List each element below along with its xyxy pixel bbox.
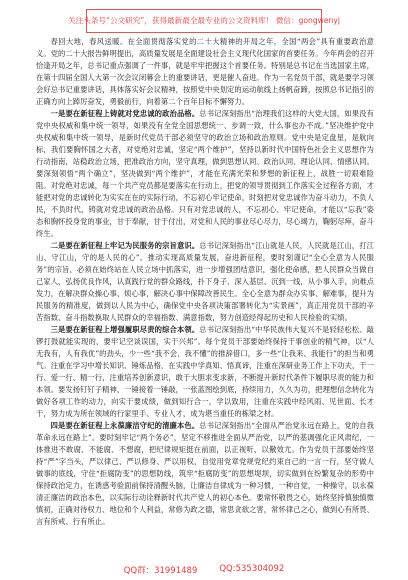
paragraph-1 — [36, 36, 374, 108]
qq-contact-text: QQ:535304092 — [219, 564, 285, 574]
paragraph-4-heading: 三是要在新征程上增强履职尽责的综合本领。 — [50, 325, 200, 334]
paragraph-5-heading: 四是要在新征程上永葆廉洁守纪的清廉本色。 — [50, 421, 200, 430]
contact-footer — [0, 564, 408, 578]
promo-banner — [68, 9, 340, 33]
paragraph-4 — [36, 324, 374, 420]
paragraph-3 — [36, 240, 374, 324]
paragraph-2 — [36, 108, 374, 240]
article-body — [36, 36, 374, 562]
paragraph-2-text: 总书记深刻指出“治理我们这样的大党大国，如果没有党中央权威和集中统一领导，如果没有全党全国思想统一、步调一致，什么事也办不成。”坚决维护党中央权威和集中统一领导，是新时代党员干部必须坚守的政治立场和政治原则。党中央是定盘星，是航向标，我们要胸怀国之大者，对党绝对忠诚，坚定“两个维护”，坚持以新时代中国特色社会主义思想作为行动指南，站稳政治立场，把准政治方向，坚守真理，做到思想认同、政治认同、理论认同、情感认同。要深刻领悟“两个确立”，坚决做到“两个维护”，才能在充满光荣和梦想的新征程上，战胜一切艰难险阻。对党绝对忠诚，每一个共产党员都是要落实在行动上，把党的领导贯彻到工作落实全过程各方面，才能把对党的忠诚转化为实实在在的实际行动，不忘初心牢记使命，时刻把对党忠诚作为奋斗动力，不负人民，不负时代，铸就对党忠诚的政治品格。只有对党忠诚的人，不忘初心、牢记使命，才能以“忘我”姿态和胸怀投身党的事业，甘于奉献，甘于付出，对党和人民的事业尽心尽力，尽心竭力，鞠躬尽瘁，奋斗终生。 — [36, 109, 374, 238]
paragraph-3-heading: 二是要在新征程上牢记为民服务的宗旨意识。 — [50, 241, 200, 250]
paragraph-2-heading: 一是要在新征程上铸就对党忠诚的政治品格。 — [50, 109, 200, 118]
paragraph-5 — [36, 420, 374, 528]
promo-banner-text: 关注头条号“公文研究”，获得最新最全最专业的公文资料库！ 微信：gongwenyj — [68, 16, 340, 26]
paragraph-1-text: 春回大地，春风送暖。在全面贯彻落实党的二十大精神的开局之年，全国“两会”具有重要政治意义。党的二十大报告鲜明提出，高质量发展是全面建设社会主义现代化国家的首要任务。今年两会的召开恰逢开局之年，总书记重点强调了一件事，就是牢牢把握这个首要任务。特别是总书记在当选国家主席，在第十四届全国人大第一次会议闭幕会上的重要讲话，更是催人奋进。作为一名党员干部，就是要学习领会好总书记重要讲话，具体落实好会议精神，按照党中央划定的运动航线上扬帆奋蹄，按照总书记指引的正确方向上踔厉奋发，勇毅前行，向着第二个百年目标不懈努力。 — [36, 37, 374, 106]
paragraph-3-text: 总书记深刻指出“江山就是人民，人民就是江山，打江山、守江山，守的是人民的心”。推动实现高质量发展，奋进新征程，要时刻谨记“全心全意为人民服务”的宗旨，必须在始终站在人民立场中抓落实，进一步增强团结意识，强化使命感，把人民群众当做自己家人，弘扬优良作风，认真践行党的群众路线，扑下身子、深入基层、沉到一线，从小事入手，向难点发力，在解决群众操心事、烦心事，解决心事中保障改善民生。全心全意为群众办实事、解难事，提升为民服务的精准度，做到以人民为中心，确保党中央各项决策部署转化为“实景画”，真正用党员干部的辛苦指数、奋斗指数换取人民群众的幸福指数、满意指数，努力创造经得起历史和人民检验的实绩。 — [36, 241, 374, 322]
paragraph-4-text: 总书记深刻指出“中华民族伟大复兴不是轻轻松松、敲锣打鼓就能实现的，要牢记空谈误国，实干兴邦”。每个党员干部要始终保持干事创业的精气神，以“人无我有，人有我优”的劲头，少一些“我不会、我不懂”的推辞借口，多一些“让我来、我能行”的担当和勇气。注重在学习中增长知识、锤炼品格，在实践中学真知、悟真谛，注重在深研业务工作上下功夫，干一行、爱一行、精一行，注重培养创新意识，敢于大胆求变求新，不断提升新时代条件下履职尽责的能力和本领。要发扬钉钉子精神，一锤接着一锤敲，一张蓝图绘到底，持续用力，久久为功，把理想信念转化为做好各项工作的动力，向实干要成绩，做到知行合一，学以致用，注重在实践中经风雨、见世面、长才干，努力成为所在领域的行家里手、专业人才，成为堪当重任的栋梁之材。 — [36, 325, 374, 418]
qq-group-text: QQ群：31991489 — [123, 566, 198, 576]
paragraph-5-text: 总书记深刻指出“全面从严治党永远在路上，党的自我革命永远在路上”。要时刻牢记“两个务必”，坚定不移推进全面从严治党，以严的基调强化正风肃纪，一体推进不敢腐、不能腐、不想腐，把纪律规矩挺在前面，以正视听、以儆效尤。作为党员干部要始终坚持“严”字当头，严以律己、严以修身、严以用权，自觉用党章党规党纪约束自己的一言一行，坚守做人做事的底线，守住“拒腐防变”的思想防线，筑牢“拒腐防变”的思想堤坝，切实做到在纷繁复杂的形势中保持政治定力，在诱惑考验面前保持清醒头脑，让廉洁自律成为一种习惯，一种自觉，一种操守，以永葆清正廉洁的政治本色，以实际行动诠释新时代共产党人的初心本色。要常怀敬畏之心，始终坚持慎独慎微慎初，正确对待权力、地位和个人利益，常修为政之德，常思贪欲之害，常怀律己之心，做到心有所畏、言有所戒、行有所止。 — [36, 421, 374, 526]
